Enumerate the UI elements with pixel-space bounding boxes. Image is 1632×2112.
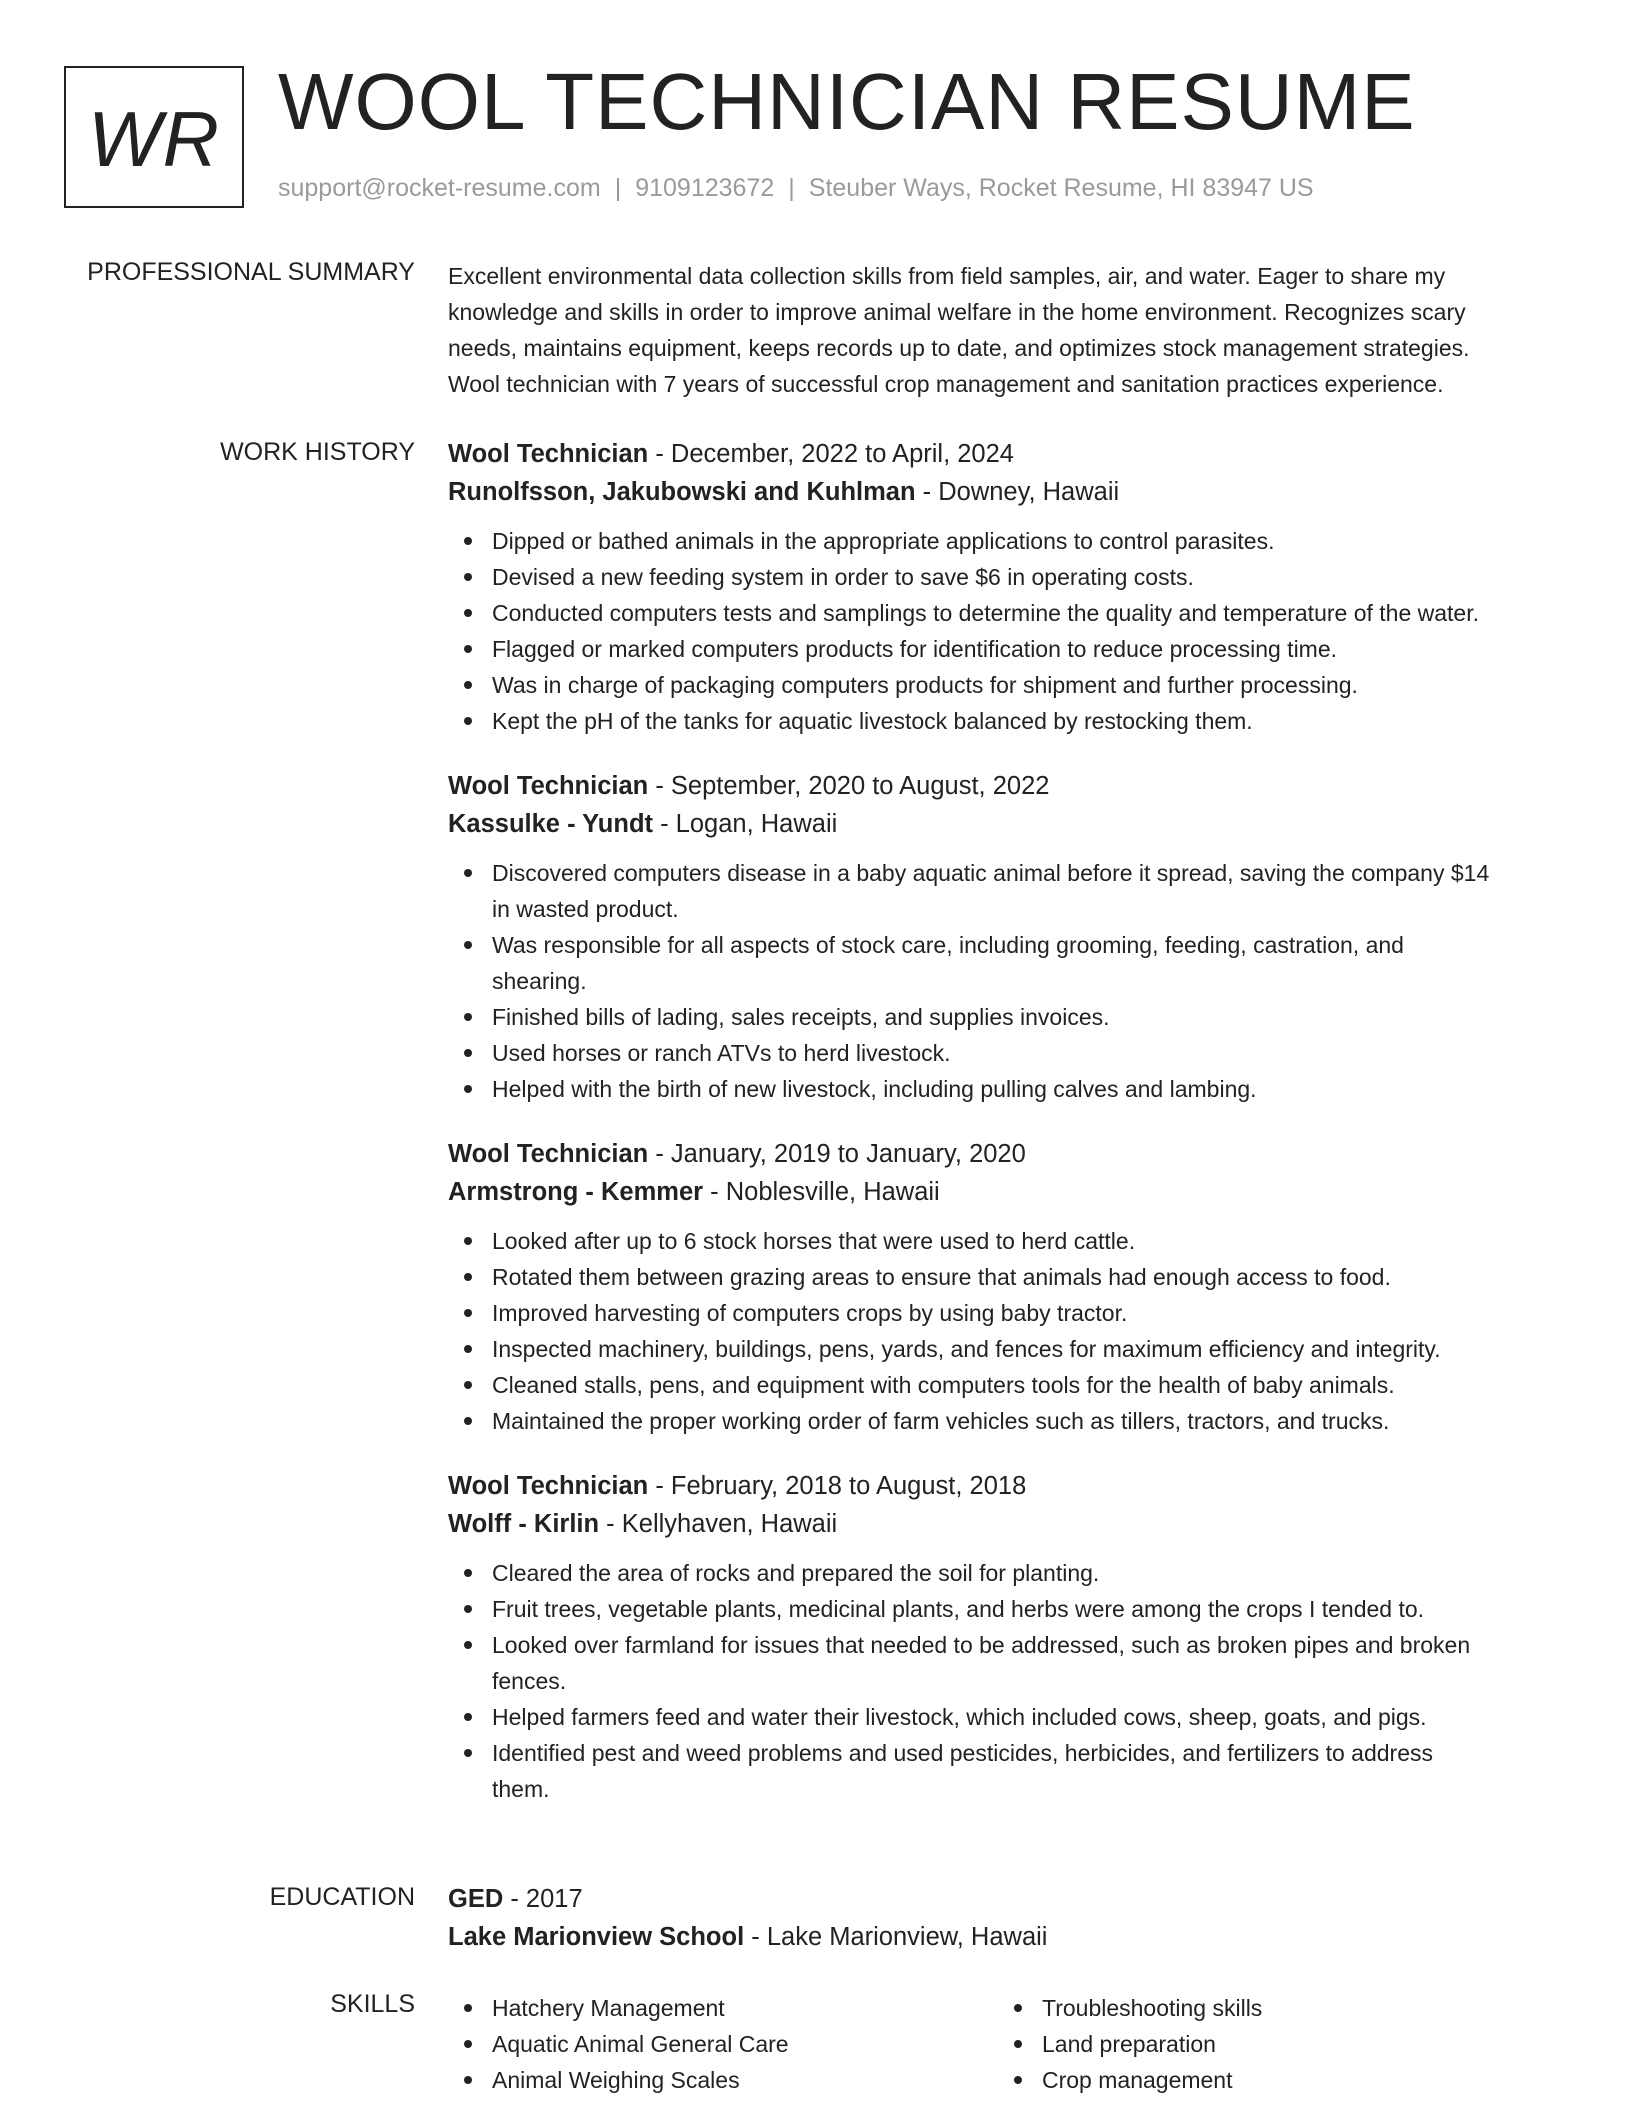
job-title-line	[448, 435, 1568, 473]
contact-address: Steuber Ways, Rocket Resume, HI 83947 US	[808, 174, 1314, 202]
job-company-line	[448, 1505, 1568, 1543]
job-bullet: Looked after up to 6 stock horses that were used to herd cattle.	[448, 1223, 1568, 1259]
bullet-dot	[464, 681, 472, 689]
summary-line: Wool technician with 7 years of successful crop management and sanitation practices experience.	[448, 371, 1444, 397]
monogram-text: WR	[88, 94, 220, 183]
job-bullet: Was in charge of packaging computers products for shipment and further processing.	[448, 667, 1568, 703]
job-title: Wool Technician	[448, 1472, 649, 1500]
contact-separator: |	[614, 174, 622, 202]
bullet-dot	[464, 1013, 472, 1021]
job-company: Armstrong - Kemmer	[448, 1178, 704, 1206]
summary-line: knowledge and skills in order to improve animal welfare in the home environment. Recognizes scary	[448, 299, 1466, 325]
bullet-dot	[1014, 2040, 1022, 2048]
skill-item: Crop management	[998, 2062, 1548, 2098]
job-company: Kassulke - Yundt	[448, 810, 654, 838]
bullet-dot	[464, 1085, 472, 1093]
job-dates: - January, 2019 to January, 2020	[648, 1140, 1026, 1168]
education-location: - Lake Marionview, Hawaii	[744, 1923, 1048, 1951]
job-bullet: Finished bills of lading, sales receipts, and supplies invoices.	[448, 999, 1568, 1035]
job-bullet: Kept the pH of the tanks for aquatic livestock balanced by restocking them.	[448, 703, 1568, 739]
job-bullet: Devised a new feeding system in order to save $6 in operating costs.	[448, 559, 1568, 595]
job-bullet: Dipped or bathed animals in the appropriate applications to control parasites.	[448, 523, 1568, 559]
job-bullet: Was responsible for all aspects of stock care, including grooming, feeding, castration, and shearing.	[448, 927, 1568, 999]
bullet-dot	[464, 1569, 472, 1577]
resume-title: WOOL TECHNICIAN RESUME	[278, 57, 1416, 146]
skill-item: Land preparation	[998, 2026, 1548, 2062]
job-location: - Logan, Hawaii	[653, 810, 838, 838]
job-entry	[448, 435, 1568, 739]
skill-item: Troubleshooting skills	[998, 1990, 1548, 2026]
skill-item: Hatchery Management	[448, 1990, 998, 2026]
section-label-summary: PROFESSIONAL SUMMARY	[87, 258, 415, 286]
job-bullet: Inspected machinery, buildings, pens, yards, and fences for maximum efficiency and integrity.	[448, 1331, 1568, 1367]
job-title-line	[448, 1467, 1568, 1505]
bullet-dot	[464, 609, 472, 617]
skills-grid	[448, 1990, 1568, 2098]
skills-body	[448, 1990, 1568, 2098]
bullet-dot	[464, 1417, 472, 1425]
contact-email[interactable]: support@rocket-resume.com	[278, 174, 601, 202]
job-bullets	[448, 855, 1568, 1107]
job-title: Wool Technician	[448, 1140, 649, 1168]
bullet-dot	[464, 717, 472, 725]
summary-body	[448, 258, 1568, 402]
bullet-dot	[464, 1273, 472, 1281]
contact-phone[interactable]: 9109123672	[635, 174, 775, 202]
bullet-dot	[464, 941, 472, 949]
work-history-body	[448, 435, 1568, 1835]
bullet-dot	[1014, 2076, 1022, 2084]
bullet-dot	[464, 645, 472, 653]
job-entry	[448, 1135, 1568, 1439]
bullet-dot	[464, 537, 472, 545]
bullet-dot	[464, 2004, 472, 2012]
job-company-line	[448, 1173, 1568, 1211]
job-bullet: Maintained the proper working order of farm vehicles such as tillers, tractors, and trucks.	[448, 1403, 1568, 1439]
job-location: - Downey, Hawaii	[915, 478, 1120, 506]
job-title: Wool Technician	[448, 772, 649, 800]
job-dates: - December, 2022 to April, 2024	[648, 440, 1014, 468]
section-label-skills: SKILLS	[330, 1990, 415, 2018]
bullet-dot	[464, 1641, 472, 1649]
bullet-dot	[464, 1713, 472, 1721]
bullet-dot	[464, 2076, 472, 2084]
job-bullet: Flagged or marked computers products for identification to reduce processing time.	[448, 631, 1568, 667]
education-degree: GED	[448, 1885, 504, 1913]
skill-item: Aquatic Animal General Care	[448, 2026, 998, 2062]
contact-separator: |	[788, 174, 795, 202]
bullet-dot	[464, 1749, 472, 1757]
job-bullets	[448, 1555, 1568, 1807]
section-label-education: EDUCATION	[269, 1883, 415, 1911]
bullet-dot	[464, 573, 472, 581]
job-bullet: Fruit trees, vegetable plants, medicinal plants, and herbs were among the crops I tended to.	[448, 1591, 1568, 1627]
skill-item: Animal Weighing Scales	[448, 2062, 998, 2098]
job-dates: - September, 2020 to August, 2022	[648, 772, 1050, 800]
skills-column-left	[448, 1990, 998, 2098]
bullet-dot	[464, 1605, 472, 1613]
job-bullets	[448, 1223, 1568, 1439]
summary-text	[448, 258, 1568, 402]
job-title-line	[448, 767, 1568, 805]
section-label-work-history: WORK HISTORY	[220, 438, 415, 466]
bullet-dot	[464, 869, 472, 877]
job-dates: - February, 2018 to August, 2018	[648, 1472, 1027, 1500]
summary-line: Excellent environmental data collection skills from field samples, air, and water. Eager to share my	[448, 263, 1446, 289]
education-year: - 2017	[503, 1885, 583, 1913]
contact-line	[278, 174, 1314, 203]
job-title: Wool Technician	[448, 440, 649, 468]
job-bullet: Improved harvesting of computers crops by using baby tractor.	[448, 1295, 1568, 1331]
job-company-line	[448, 473, 1568, 511]
education-school-line	[448, 1918, 1568, 1956]
skills-column-right	[998, 1990, 1548, 2098]
job-location: - Kellyhaven, Hawaii	[599, 1510, 838, 1538]
job-company: Runolfsson, Jakubowski and Kuhlman	[448, 478, 916, 506]
bullet-dot	[464, 2040, 472, 2048]
job-bullet: Used horses or ranch ATVs to herd livestock.	[448, 1035, 1568, 1071]
bullet-dot	[1014, 2004, 1022, 2012]
job-bullets	[448, 523, 1568, 739]
job-title-line	[448, 1135, 1568, 1173]
job-bullet: Looked over farmland for issues that needed to be addressed, such as broken pipes and broken fences.	[448, 1627, 1568, 1699]
monogram-badge	[64, 66, 244, 208]
job-bullet: Rotated them between grazing areas to ensure that animals had enough access to food.	[448, 1259, 1568, 1295]
job-bullet: Cleared the area of rocks and prepared the soil for planting.	[448, 1555, 1568, 1591]
job-bullet: Cleaned stalls, pens, and equipment with computers tools for the health of baby animals.	[448, 1367, 1568, 1403]
education-school: Lake Marionview School	[448, 1923, 745, 1951]
job-bullet: Discovered computers disease in a baby aquatic animal before it spread, saving the company $14 in wasted product.	[448, 855, 1568, 927]
job-bullet: Identified pest and weed problems and used pesticides, herbicides, and fertilizers to address them.	[448, 1735, 1568, 1807]
bullet-dot	[464, 1237, 472, 1245]
job-bullet: Conducted computers tests and samplings to determine the quality and temperature of the water.	[448, 595, 1568, 631]
bullet-dot	[464, 1381, 472, 1389]
job-location: - Noblesville, Hawaii	[703, 1178, 940, 1206]
education-degree-line	[448, 1880, 1568, 1918]
job-company-line	[448, 805, 1568, 843]
job-entry	[448, 1467, 1568, 1807]
job-bullet: Helped farmers feed and water their livestock, which included cows, sheep, goats, and pigs.	[448, 1699, 1568, 1735]
bullet-dot	[464, 1309, 472, 1317]
bullet-dot	[464, 1345, 472, 1353]
job-entry	[448, 767, 1568, 1107]
job-company: Wolff - Kirlin	[448, 1510, 600, 1538]
bullet-dot	[464, 1049, 472, 1057]
summary-line: needs, maintains equipment, keeps records up to date, and optimizes stock management strategies.	[448, 335, 1470, 361]
education-body	[448, 1880, 1568, 1956]
job-bullet: Helped with the birth of new livestock, including pulling calves and lambing.	[448, 1071, 1568, 1107]
